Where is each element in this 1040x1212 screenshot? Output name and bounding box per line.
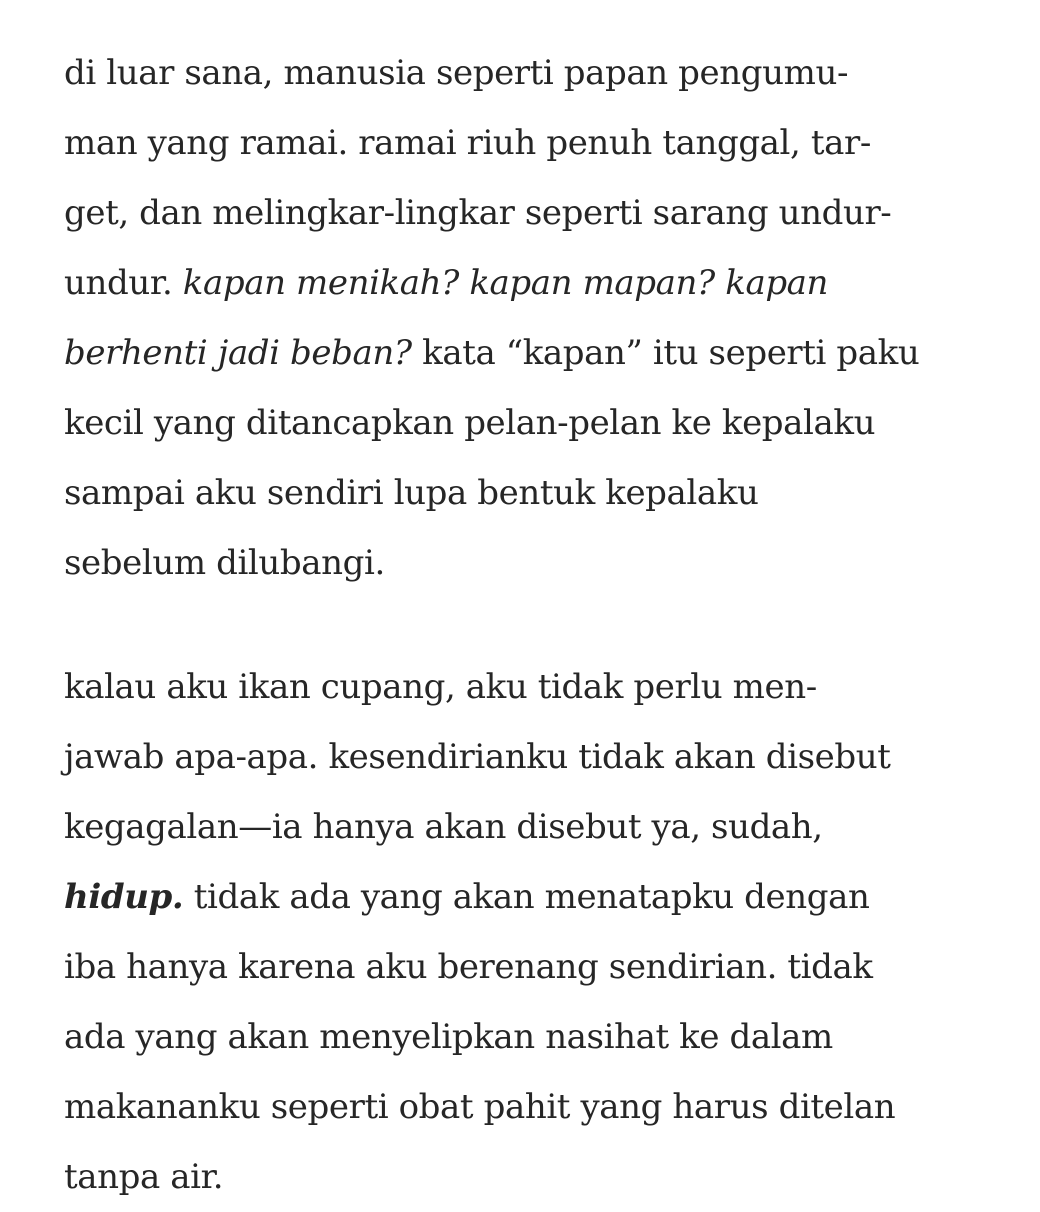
article-body (64, 38, 1024, 1212)
text-line (64, 178, 1024, 248)
bold-italic-text-run: hidup. (64, 877, 184, 917)
text-line (64, 722, 1024, 792)
paragraph-1 (64, 38, 1024, 598)
text-line (64, 528, 1024, 598)
text-line (64, 652, 1024, 722)
text-line (64, 318, 1024, 388)
text-run: kalau aku ikan cupang, aku tidak perlu men- (64, 667, 817, 707)
text-run: get, dan melingkar-lingkar seperti sarang undur- (64, 193, 892, 233)
text-line (64, 1142, 1024, 1212)
text-line (64, 1072, 1024, 1142)
text-run: undur. (64, 263, 183, 303)
italic-text-run: kapan menikah? kapan mapan? kapan (182, 263, 829, 303)
text-line (64, 932, 1024, 1002)
text-run: jawab apa-apa. kesendirianku tidak akan disebut (64, 737, 891, 777)
paragraph-2 (64, 652, 1024, 1212)
text-run: tanpa air. (64, 1157, 224, 1197)
text-run: tidak ada yang akan menatapku dengan (183, 877, 870, 917)
text-run: iba hanya karena aku berenang sendirian. tidak (64, 947, 873, 987)
text-line (64, 38, 1024, 108)
text-line (64, 862, 1024, 932)
text-line (64, 1002, 1024, 1072)
text-line (64, 458, 1024, 528)
text-run: kegagalan—ia hanya akan disebut ya, sudah, (64, 807, 823, 847)
text-run: sampai aku sendiri lupa bentuk kepalaku (64, 473, 759, 513)
text-run: kata “kapan” itu seperti paku (411, 333, 920, 373)
text-run: sebelum dilubangi. (64, 543, 385, 583)
italic-text-run: berhenti jadi beban? (64, 333, 412, 373)
text-line (64, 108, 1024, 178)
text-run: makananku seperti obat pahit yang harus ditelan (64, 1087, 896, 1127)
text-line (64, 388, 1024, 458)
text-run: ada yang akan menyelipkan nasihat ke dalam (64, 1017, 833, 1057)
text-line (64, 792, 1024, 862)
text-run: man yang ramai. ramai riuh penuh tanggal, tar- (64, 123, 871, 163)
text-line (64, 248, 1024, 318)
text-run: kecil yang ditancapkan pelan-pelan ke kepalaku (64, 403, 876, 443)
text-run: di luar sana, manusia seperti papan pengumu- (64, 53, 849, 93)
